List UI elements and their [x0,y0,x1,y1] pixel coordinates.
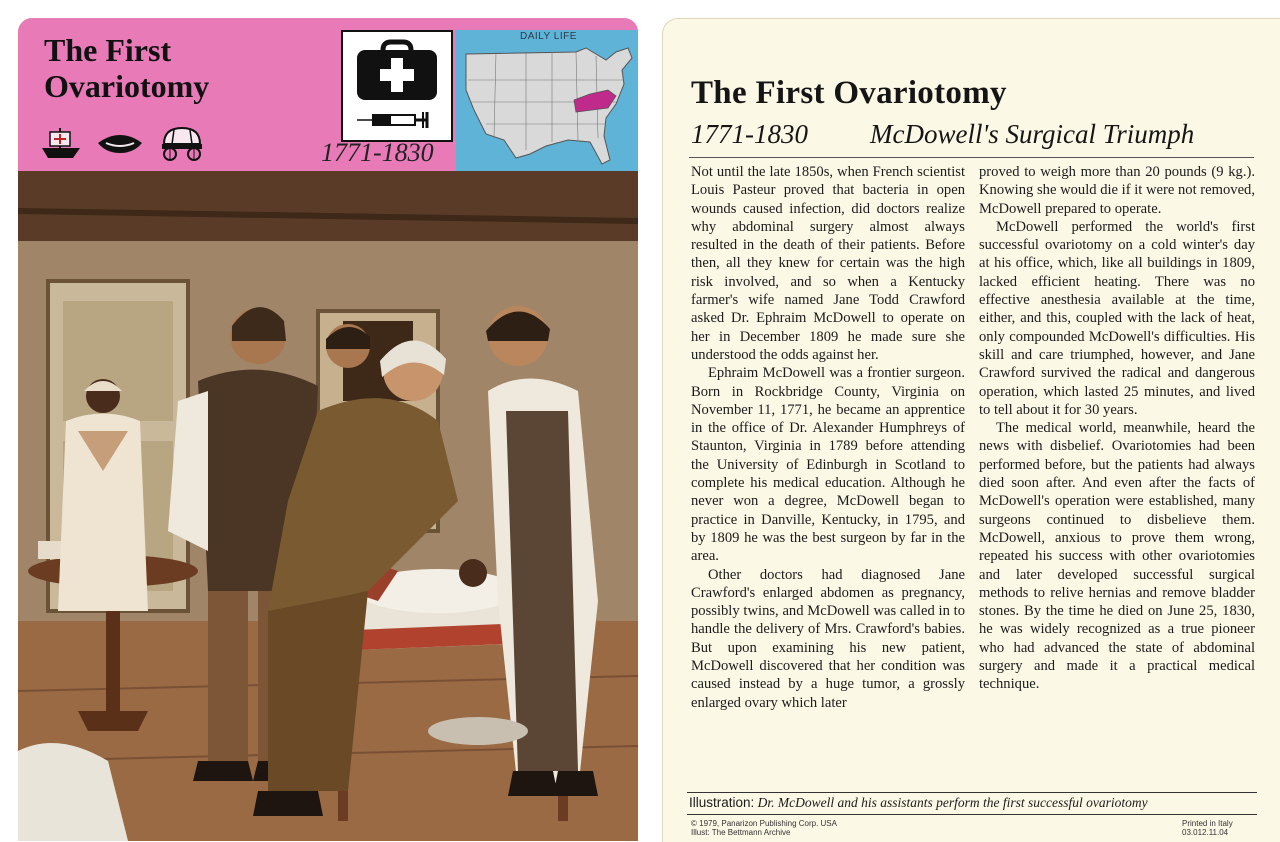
back-title: The First Ovariotomy [691,75,1007,111]
back-date: 1771-1830 [691,119,808,149]
front-date: 1771-1830 [321,138,434,167]
back-subtitle: McDowell's Surgical Triumph [870,119,1195,149]
paragraph: Other doctors had diagnosed Jane Crawford's enlarged abdomen as pregnancy, possibly twins, and McDowell was called in to handle the delivery of Mrs. Crawford's babies. But upon examining his new patient, McDowell discovered that her condition was caused instead by a huge tumor, a grossly enlarged ovary which later [691,566,965,711]
paragraph: proved to weigh more than 20 pounds (9 kg.). Knowing she would die if it were not removed, McDowell prepared to operate. [979,164,1256,217]
illustration-label: Illustration: [689,795,755,810]
map-label: DAILY LIFE [520,31,577,42]
ship-icon [40,126,82,160]
illustrator-text: Illust: The Bettmann Archive [691,828,791,837]
us-map [456,30,638,171]
paragraph: McDowell performed the world's first successful ovariotomy on a cold winter's day at his office, which, like all buildings in 1809, lacked efficient heating. There was no effective anesthesia available at the time, either, and this, coupled with the lack of heat, only compounded McDowell's difficulties. His skill and care triumphed, however, and Jane Crawford survived the radical and dangerous operation, which lasted 25 minutes, and lived to tell about it for 30 years. [979,218,1255,418]
back-card [662,18,1280,842]
illustration-credit [689,795,1257,811]
bottom-rule-2 [687,814,1257,815]
covered-wagon-icon [158,124,206,162]
bottom-rule [687,792,1257,793]
top-rule [689,157,1254,158]
medical-bag-icon [357,42,437,100]
front-title-line1: The First [44,32,172,68]
copyright-text: © 1979, Panarizon Publishing Corp. USA [691,819,837,828]
text-column-right [979,163,1255,694]
paragraph: The medical world, meanwhile, heard the news with disbelief. Ovariotomies had been performed before, but the patients had always died soon after. And even after the facts of McDowell's operation were established, many surgeons continued to disbelieve them. McDowell, anxious to prove them wrong, repeated his success with other ovariotomies and later developed successful surgical methods to relive hernias and remove bladder stones. By the time he died on June 25, 1830, he was widely recognized as a true pioneer who had advanced the state of abdominal surgery and made it a practical medical technique. [979,420,1255,693]
paragraph: Not until the late 1850s, when French scientist Louis Pasteur proved that bacteria in open wounds caused infection, did doctors realize why abdominal surgery almost always resulted in the death of their patients. Before then, all they knew for certain was the high risk involved, and so when a Kentucky farmer's wife named Jane Todd Crawford asked Dr. Ephraim McDowell to operate on her in December 1809 he made sure she understood the odds against her. [691,164,965,363]
illustration [18,171,638,841]
text-column-left [691,163,965,712]
front-title [44,32,284,104]
medical-emblem [341,30,453,142]
printed-text: Printed in Italy [1182,819,1233,828]
category-icons [40,124,206,162]
front-card [18,18,638,841]
illustration-caption: Dr. McDowell and his assistants perform the first successful ovariotomy [757,795,1148,810]
syringe-icon [357,112,427,128]
tricorn-hat-icon [96,129,144,157]
front-header [18,18,638,171]
front-title-line2: Ovariotomy [44,68,210,104]
card-code: 03.012.11.04 [1182,828,1229,837]
paragraph: Ephraim McDowell was a frontier surgeon. Born in Rockbridge County, Virginia on November 11, 1771, he became an apprentice in the office of Dr. Alexander Humphreys of Staunton, Virginia in 1789 before attending the University of Edinburgh in Scotland to complete his medical education. Although he never won a degree, McDowell began to practice in Danville, Kentucky, in 1795, and by 1809 he was the best surgeon by far in the area. [691,365,965,565]
